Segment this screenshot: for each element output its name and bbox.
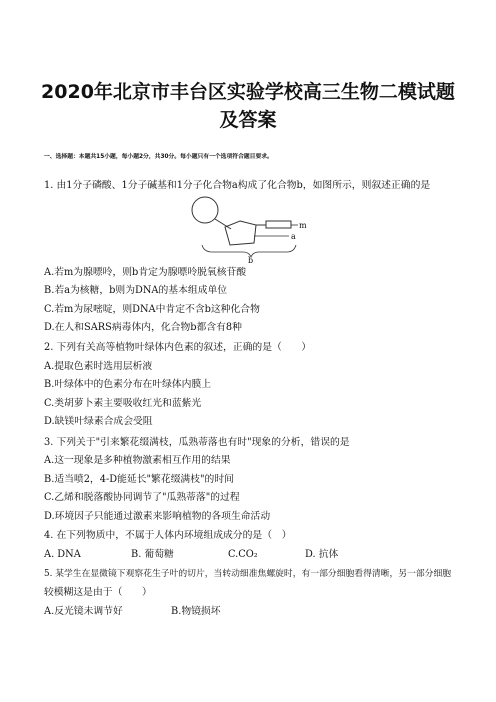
q1-option-b: B.若a为核糖，b则为DNA的基本组成单位: [44, 285, 228, 296]
q3-option-b: B.适当喷2，4-D能延长"繁花缀满枝"的时间: [44, 474, 234, 485]
q1-stem: 1. 由1分子磷酸、1分子碱基和1分子化合物a构成了化合物b，如图所示，则叙述正确的是: [44, 180, 431, 191]
q1-option-a: A.若m为腺嘌呤，则b肯定为腺嘌呤脱氧核苷酸: [44, 267, 247, 278]
q4-option-c: C.CO₂: [228, 549, 258, 560]
label-m: m: [299, 221, 307, 230]
q3-option-d: D.环境因子只能通过激素来影响植物的各项生命活动: [44, 511, 271, 522]
section-header: 一、选择题：本题共15小题，每小题2分，共30分。每小题只有一个选项符合题目要求。: [44, 154, 273, 160]
q2-option-a: A.提取色素时选用层析液: [44, 361, 153, 372]
q5-stem-line-2: 较模糊这是由于（ ）: [44, 587, 152, 598]
q3-option-c: C.乙烯和脱落酸协同调节了"瓜熟蒂落"的过程: [44, 492, 240, 503]
q2-stem: 2. 下列有关高等植物叶绿体内色素的叙述，正确的是（ ）: [44, 342, 312, 353]
phosphate-circle: [192, 197, 218, 223]
label-b: b: [248, 256, 254, 263]
q3-stem: 3. 下列关于"引来繁花缀满枝，瓜熟蒂落也有时"现象的分析，错误的是: [44, 437, 350, 448]
pentose-pentagon: [225, 221, 256, 245]
q2-option-b: B.叶绿体中的色素分布在叶绿体内膜上: [44, 379, 212, 390]
label-a: a: [291, 232, 296, 241]
q4-option-a: A. DNA: [44, 549, 81, 560]
q3-option-a: A.这一现象是多种植物激素相互作用的结果: [44, 455, 231, 466]
q1-nucleotide-figure: [190, 195, 320, 263]
q4-option-d: D. 抗体: [305, 549, 339, 560]
page-title-line-2: 及答案: [219, 109, 277, 131]
base-rectangle: [266, 221, 291, 228]
page-title-line-1: 2020年北京市丰台区实验学校高三生物二模试题: [41, 81, 455, 103]
q2-option-d: D.缺镁叶绿素合成会受阻: [44, 416, 153, 427]
q4-option-b: B. 葡萄糖: [131, 549, 174, 560]
q1-option-d: D.在人和SARS病毒体内，化合物b都含有8种: [44, 322, 242, 333]
q4-stem: 4. 在下列物质中，不属于人体内环境组成成分的是（ ）: [44, 530, 292, 541]
q5-stem-line-1: 5. 某学生在显微镜下观察花生子叶的切片，当转动细准焦螺旋时，有一部分细胞看得清晰，另一部分细胞: [44, 569, 452, 579]
q1-option-c: C.若m为尿嘧啶，则DNA中肯定不含b这种化合物: [44, 304, 260, 315]
q2-option-c: C.类胡萝卜素主要吸收红光和蓝紫光: [44, 398, 202, 409]
bond-line-1: [215, 219, 231, 229]
q5-option-a: A.反光镜未调节好: [44, 606, 123, 617]
q5-option-b: B.物镜损坏: [171, 606, 221, 617]
